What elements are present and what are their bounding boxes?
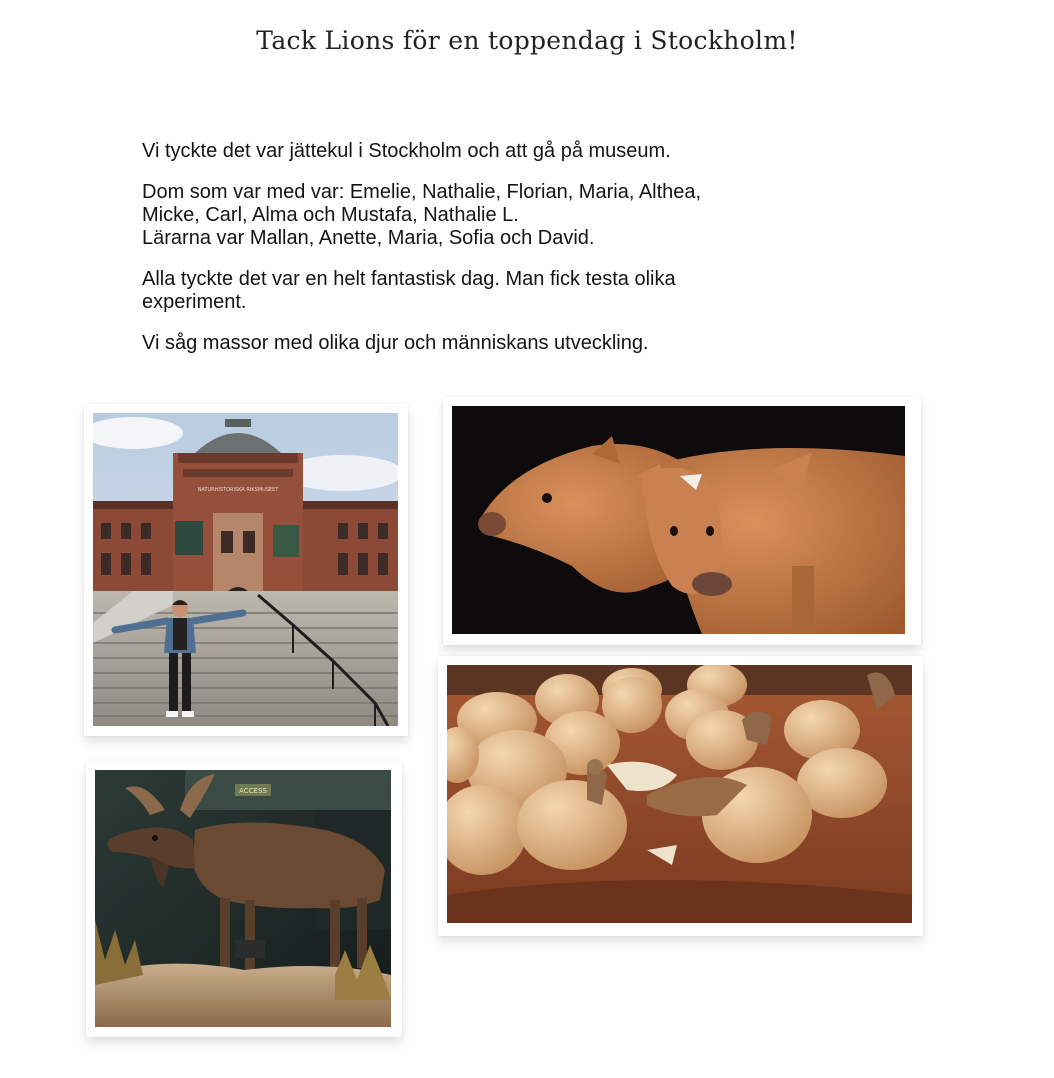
- exhibit-sign: ACCESS: [239, 787, 267, 795]
- calves-image: [452, 406, 905, 634]
- photo-moose-exhibit: [86, 761, 402, 1037]
- experiments-line-2: experiment.: [142, 291, 247, 313]
- paragraph-participants: [142, 181, 942, 250]
- teachers-line: Lärarna var Mallan, Anette, Maria, Sofia och David.: [142, 227, 595, 249]
- photo-museum-building: [84, 404, 408, 736]
- paragraph-intro-text: Vi tyckte det var jättekul i Stockholm och att gå på museum.: [142, 140, 671, 162]
- page-title: Tack Lions för en toppendag i Stockholm!: [256, 26, 798, 55]
- museum-building-image: [93, 413, 398, 726]
- article-body: [142, 140, 942, 373]
- museum-sign: NATURHISTORISKA RIKSMUSEET: [197, 487, 279, 493]
- paragraph-animals-text: Vi såg massor med olika djur och människans utveckling.: [142, 332, 649, 354]
- moose-exhibit-image: [95, 770, 391, 1027]
- photo-calves: [443, 397, 921, 645]
- paragraph-animals: [142, 332, 942, 355]
- paragraph-experiments: [142, 268, 942, 314]
- experiments-line-1: Alla tyckte det var en helt fantastisk dag. Man fick testa olika: [142, 268, 676, 290]
- paragraph-intro: [142, 140, 942, 163]
- participants-line-2: Micke, Carl, Alma och Mustafa, Nathalie L.: [142, 204, 519, 226]
- participants-line-1: Dom som var med var: Emelie, Nathalie, Florian, Maria, Althea,: [142, 181, 702, 203]
- photo-dinosaur-eggs: [438, 656, 923, 936]
- dinosaur-eggs-image: [447, 665, 912, 923]
